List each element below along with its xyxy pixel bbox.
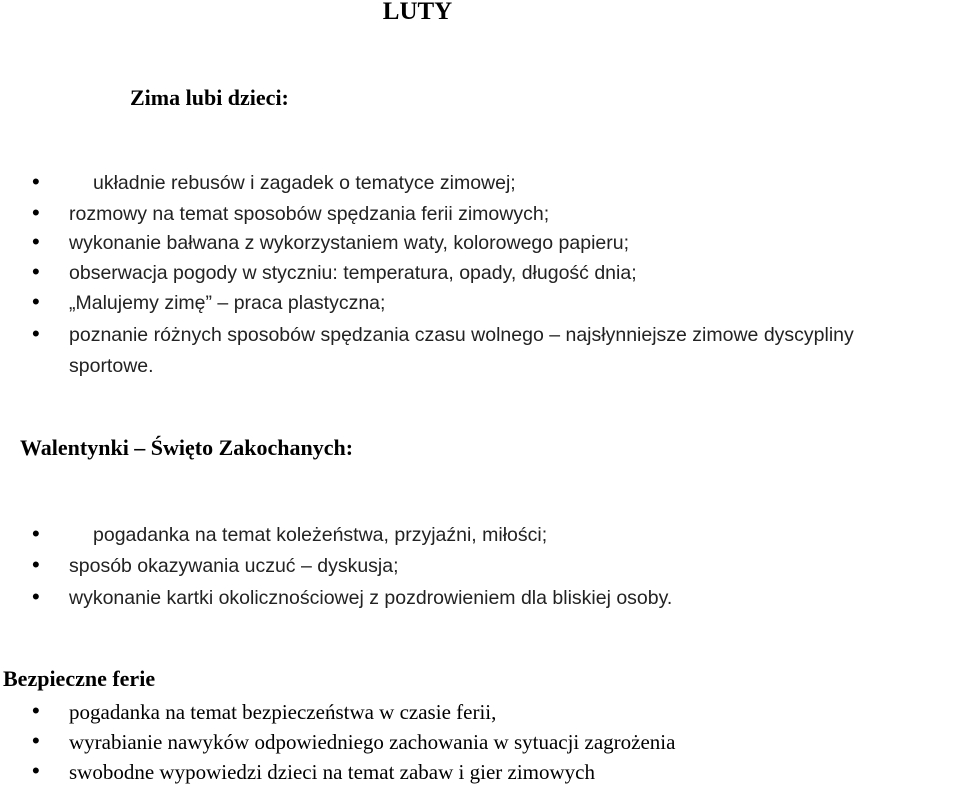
list-item: swobodne wypowiedzi dzieci na temat zabaw i gier zimowych (69, 760, 595, 784)
bullet-icon: • (32, 698, 40, 723)
bullet-icon: • (32, 728, 40, 753)
list-item: rozmowy na temat sposobów spędzania ferii zimowych; (69, 203, 550, 225)
bullet-icon: • (32, 758, 40, 783)
list-item: obserwacja pogody w styczniu: temperatura, opady, długość dnia; (69, 262, 637, 284)
bullet-icon: • (32, 552, 40, 577)
list-item-continuation: sportowe. (69, 355, 154, 377)
bullet-icon: • (32, 521, 40, 546)
list-item: pogadanka na temat koleżeństwa, przyjaźni, miłości; (93, 524, 548, 546)
bullet-icon: • (32, 289, 40, 314)
bullet-icon: • (32, 259, 40, 284)
bullet-icon: • (32, 584, 40, 609)
bullet-icon: • (32, 200, 40, 225)
list-item: wyrabianie nawyków odpowiedniego zachowania w sytuacji zagrożenia (69, 730, 676, 754)
section-heading-safe-holidays: Bezpieczne ferie (3, 666, 156, 691)
bullet-icon: • (32, 169, 40, 194)
list-item: wykonanie bałwana z wykorzystaniem waty, kolorowego papieru; (69, 232, 629, 254)
page-title: LUTY (382, 0, 453, 25)
bullet-icon: • (32, 321, 40, 346)
list-item: poznanie różnych sposobów spędzania czasu wolnego – najsłynniejsze zimowe dyscypliny (69, 324, 854, 346)
list-item: układnie rebusów i zagadek o tematyce zimowej; (93, 172, 516, 194)
section-heading-valentines: Walentynki – Święto Zakochanych: (20, 435, 354, 460)
list-item: pogadanka na temat bezpieczeństwa w czasie ferii, (69, 700, 497, 724)
section-heading-winter: Zima lubi dzieci: (130, 85, 289, 110)
list-item: „Malujemy zimę” – praca plastyczna; (69, 292, 386, 314)
bullet-icon: • (32, 229, 40, 254)
list-item: wykonanie kartki okolicznościowej z pozdrowieniem dla bliskiej osoby. (69, 587, 673, 609)
list-item: sposób okazywania uczuć – dyskusja; (69, 555, 399, 577)
